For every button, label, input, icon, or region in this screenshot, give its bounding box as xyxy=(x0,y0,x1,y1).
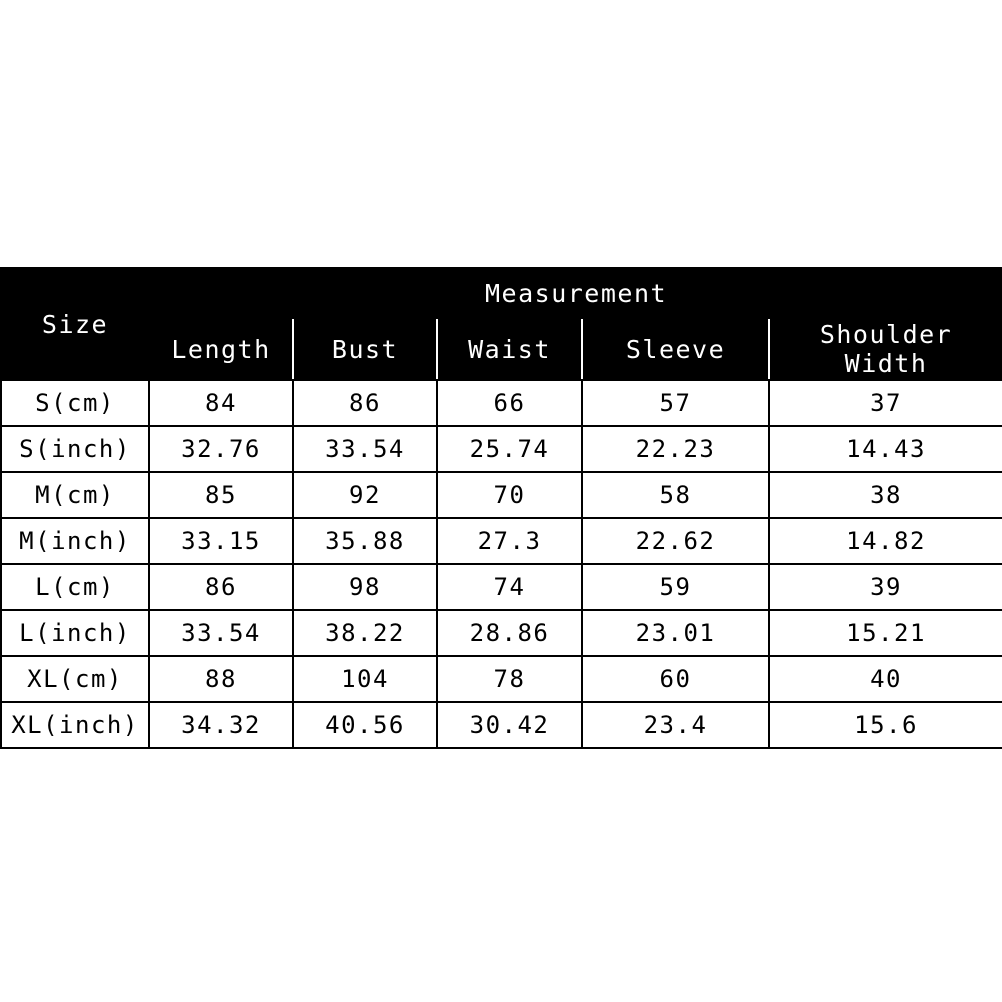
cell-length: 33.54 xyxy=(149,610,293,656)
cell-shoulder-width: 38 xyxy=(769,472,1002,518)
table-row xyxy=(1,656,1002,702)
header-row-group xyxy=(1,268,1002,318)
column-header-size: Size xyxy=(1,268,149,380)
cell-shoulder-width: 14.82 xyxy=(769,518,1002,564)
cell-waist: 25.74 xyxy=(437,426,582,472)
cell-length: 32.76 xyxy=(149,426,293,472)
table-row xyxy=(1,380,1002,426)
cell-shoulder-width: 39 xyxy=(769,564,1002,610)
cell-sleeve: 22.62 xyxy=(582,518,769,564)
cell-shoulder-width: 15.6 xyxy=(769,702,1002,748)
cell-bust: 40.56 xyxy=(293,702,437,748)
row-label: L(cm) xyxy=(1,564,149,610)
row-label: M(inch) xyxy=(1,518,149,564)
cell-waist: 74 xyxy=(437,564,582,610)
cell-sleeve: 22.23 xyxy=(582,426,769,472)
column-header-shoulder-width: Shoulder Width xyxy=(769,318,1002,380)
cell-bust: 35.88 xyxy=(293,518,437,564)
cell-waist: 30.42 xyxy=(437,702,582,748)
cell-waist: 27.3 xyxy=(437,518,582,564)
cell-shoulder-width: 40 xyxy=(769,656,1002,702)
cell-length: 85 xyxy=(149,472,293,518)
cell-bust: 86 xyxy=(293,380,437,426)
cell-bust: 38.22 xyxy=(293,610,437,656)
table-row xyxy=(1,426,1002,472)
cell-length: 34.32 xyxy=(149,702,293,748)
header-row-columns xyxy=(1,318,1002,380)
cell-shoulder-width: 15.21 xyxy=(769,610,1002,656)
table-body xyxy=(1,380,1002,748)
column-header-length: Length xyxy=(149,318,293,380)
cell-sleeve: 23.01 xyxy=(582,610,769,656)
cell-length: 88 xyxy=(149,656,293,702)
table-row xyxy=(1,518,1002,564)
table-row xyxy=(1,564,1002,610)
column-group-header-measurement: Measurement xyxy=(149,268,1002,318)
cell-bust: 33.54 xyxy=(293,426,437,472)
cell-bust: 92 xyxy=(293,472,437,518)
row-label: S(cm) xyxy=(1,380,149,426)
column-header-bust: Bust xyxy=(293,318,437,380)
table-row xyxy=(1,610,1002,656)
cell-sleeve: 60 xyxy=(582,656,769,702)
cell-waist: 66 xyxy=(437,380,582,426)
cell-waist: 70 xyxy=(437,472,582,518)
column-header-sleeve: Sleeve xyxy=(582,318,769,380)
table-head xyxy=(1,268,1002,380)
cell-sleeve: 58 xyxy=(582,472,769,518)
column-header-waist: Waist xyxy=(437,318,582,380)
table-row xyxy=(1,702,1002,748)
cell-bust: 104 xyxy=(293,656,437,702)
row-label: S(inch) xyxy=(1,426,149,472)
table-row xyxy=(1,472,1002,518)
cell-shoulder-width: 14.43 xyxy=(769,426,1002,472)
row-label: XL(cm) xyxy=(1,656,149,702)
cell-sleeve: 23.4 xyxy=(582,702,769,748)
cell-waist: 78 xyxy=(437,656,582,702)
cell-sleeve: 57 xyxy=(582,380,769,426)
row-label: L(inch) xyxy=(1,610,149,656)
row-label: M(cm) xyxy=(1,472,149,518)
size-chart-table xyxy=(0,267,1002,749)
row-label: XL(inch) xyxy=(1,702,149,748)
cell-length: 86 xyxy=(149,564,293,610)
cell-bust: 98 xyxy=(293,564,437,610)
size-chart-container xyxy=(0,267,1002,749)
cell-sleeve: 59 xyxy=(582,564,769,610)
cell-waist: 28.86 xyxy=(437,610,582,656)
cell-length: 33.15 xyxy=(149,518,293,564)
cell-length: 84 xyxy=(149,380,293,426)
cell-shoulder-width: 37 xyxy=(769,380,1002,426)
